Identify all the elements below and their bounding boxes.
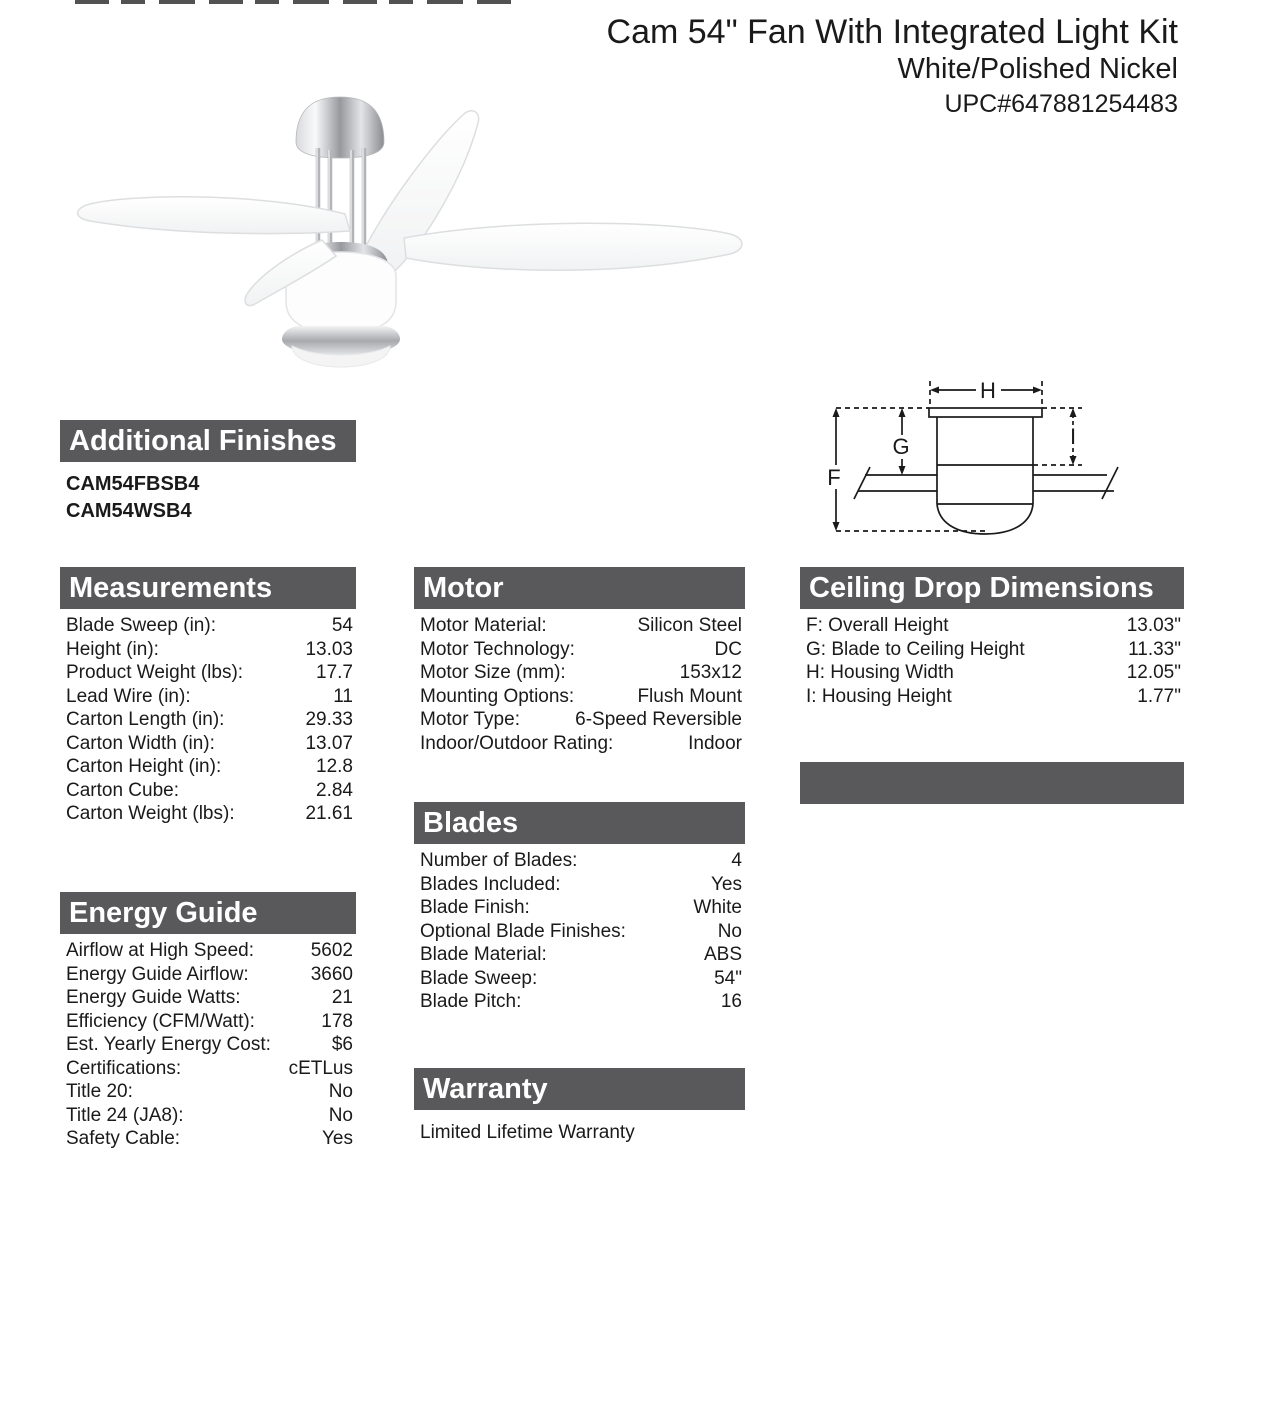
spec-value: DC [714,638,742,660]
spec-label: Certifications: [66,1057,182,1079]
spec-label: Safety Cable: [66,1128,181,1149]
spec-row [60,708,356,732]
product-upc: UPC#647881254483 [944,90,1178,118]
spec-value: 16 [720,991,742,1012]
spec-label: Energy Guide Airflow: [66,963,249,985]
spec-value: 54" [714,967,742,989]
spec-label: Blade Sweep (in): [66,615,216,636]
section-additional-finishes [60,420,356,525]
spec-label: Title 20: [66,1081,133,1102]
spec-label: Carton Width (in): [66,732,215,754]
product-finish: White/Polished Nickel [897,53,1178,85]
fan-canopy [296,97,384,158]
spec-label: H: Housing Width [806,662,954,683]
spec-row [414,638,745,662]
ceiling-drop-rows [800,609,1184,708]
spec-value: 11.33" [1128,638,1181,660]
spec-row [60,614,356,638]
spec-label: Product Weight (lbs): [66,662,244,683]
spec-value: No [328,1104,353,1126]
spec-label: I: Housing Height [806,685,952,707]
product-title: Cam 54" Fan With Integrated Light Kit [606,13,1178,51]
spec-label: Motor Type: [420,709,520,730]
spec-value: Yes [711,873,742,895]
electrical-lighting-rows [800,804,1184,809]
blades-header: Blades [414,802,745,844]
spec-row [414,990,745,1014]
spec-row [60,939,356,963]
dimension-label-h: H [980,378,996,403]
spec-value: White [693,897,742,918]
spec-row [60,732,356,756]
spec-row [414,967,745,991]
spec-row [414,708,745,732]
spec-label: Est. Yearly Energy Cost: [66,1034,271,1055]
spec-row [60,685,356,709]
spec-row [60,779,356,803]
measurements-rows [60,609,356,826]
spec-row [60,1104,356,1128]
spec-value: 178 [321,1010,353,1032]
spec-row [414,873,745,897]
spec-row [60,661,356,685]
cropped-logo-remnant [75,0,522,4]
spec-row [414,943,745,967]
spec-label: Mounting Options: [420,685,575,707]
section-electrical-lighting [800,762,1184,809]
section-ceiling-drop-dimensions [800,567,1184,708]
spec-label: Blade Pitch: [420,991,522,1012]
spec-value: cETLus [288,1057,353,1079]
spec-row [60,755,356,779]
spec-label: Carton Height (in): [66,756,222,777]
electrical-lighting-header [800,762,1184,804]
spec-value: 13.03" [1126,615,1181,636]
spec-row [60,802,356,826]
spec-label: Efficiency (CFM/Watt): [66,1010,255,1032]
section-energy-guide [60,892,356,1151]
spec-value: No [717,920,742,942]
motor-header: Motor [414,567,745,609]
spec-label: G: Blade to Ceiling Height [806,638,1025,660]
spec-label: Title 24 (JA8): [66,1104,184,1126]
spec-value: Indoor [688,732,742,754]
motor-rows [414,609,745,755]
spec-label: Carton Cube: [66,779,180,801]
spec-label: Carton Length (in): [66,709,225,730]
additional-finishes-header: Additional Finishes [60,420,356,462]
spec-value: 13.07 [305,732,353,754]
spec-value: Yes [322,1128,353,1149]
spec-value: 153x12 [679,662,742,683]
energy-guide-rows [60,934,356,1151]
spec-label: Height (in): [66,638,159,660]
spec-value: $6 [331,1034,353,1055]
spec-value: ABS [703,944,742,965]
fan-illustration-svg [60,88,760,373]
blades-rows [414,844,745,1014]
spec-value: 54 [331,615,353,636]
spec-value: 4 [731,850,742,871]
spec-row [60,1033,356,1057]
spec-label: Motor Material: [420,615,547,636]
spec-row [60,1057,356,1081]
ceiling-drop-diagram-svg [820,368,1200,553]
ceiling-drop-header: Ceiling Drop Dimensions [800,567,1184,609]
spec-label: Energy Guide Watts: [66,987,241,1008]
spec-row [800,614,1184,638]
finish-sku: CAM54WSB4 [66,500,192,522]
spec-value: No [328,1081,353,1102]
spec-value: 5602 [310,940,353,961]
spec-label: Lead Wire (in): [66,685,191,707]
spec-value: 3660 [310,963,353,985]
spec-row [414,896,745,920]
spec-value: 6-Speed Reversible [575,709,742,730]
spec-label: Indoor/Outdoor Rating: [420,732,614,754]
spec-label: Optional Blade Finishes: [420,920,626,942]
spec-value: 29.33 [305,709,353,730]
spec-label: Number of Blades: [420,850,578,871]
spec-row [414,732,745,756]
spec-label: Airflow at High Speed: [66,940,254,961]
spec-label: Blade Sweep: [420,967,538,989]
spec-label: Blade Finish: [420,897,530,918]
spec-row [60,1127,356,1151]
energy-guide-header: Energy Guide [60,892,356,934]
spec-row [800,661,1184,685]
spec-row [414,685,745,709]
spec-row [414,614,745,638]
spec-label: F: Overall Height [806,615,949,636]
spec-value: 21 [331,987,353,1008]
spec-label: Carton Weight (lbs): [66,803,235,824]
spec-label: Blade Material: [420,944,547,965]
dimension-label-f: F [827,465,841,490]
spec-row [60,963,356,987]
warranty-text: Limited Lifetime Warranty [420,1122,635,1143]
spec-row [60,1080,356,1104]
spec-value: 17.7 [316,662,353,683]
spec-value: 12.05" [1126,662,1181,683]
spec-value: 12.8 [316,756,353,777]
dimension-label-g: G [892,434,910,459]
spec-row [414,661,745,685]
spec-row [60,986,356,1010]
section-warranty [414,1068,745,1144]
section-motor [414,567,745,755]
spec-label: Motor Size (mm): [420,662,566,683]
fan-blades [78,111,742,271]
additional-finishes-list [60,462,356,525]
spec-value: 11 [333,685,353,707]
spec-label: Motor Technology: [420,638,575,660]
spec-value: 2.84 [316,779,353,801]
spec-value: 21.61 [305,803,353,824]
dimension-label-i: I [1069,424,1077,449]
spec-label: Blades Included: [420,873,561,895]
spec-row [60,638,356,662]
spec-row [414,920,745,944]
spec-row [60,1010,356,1034]
finish-sku: CAM54FBSB4 [66,473,200,495]
section-blades [414,802,745,1014]
spec-row [414,849,745,873]
measurements-header: Measurements [60,567,356,609]
spec-value: 13.03 [305,638,353,660]
warranty-header: Warranty [414,1068,745,1110]
spec-row [800,638,1184,662]
fan-product-image [60,88,760,373]
ceiling-drop-diagram [820,368,1200,553]
spec-value: Flush Mount [637,685,742,707]
section-measurements [60,567,356,826]
spec-row [800,685,1184,709]
spec-value: 1.77" [1137,685,1181,707]
spec-value: Silicon Steel [637,615,742,636]
